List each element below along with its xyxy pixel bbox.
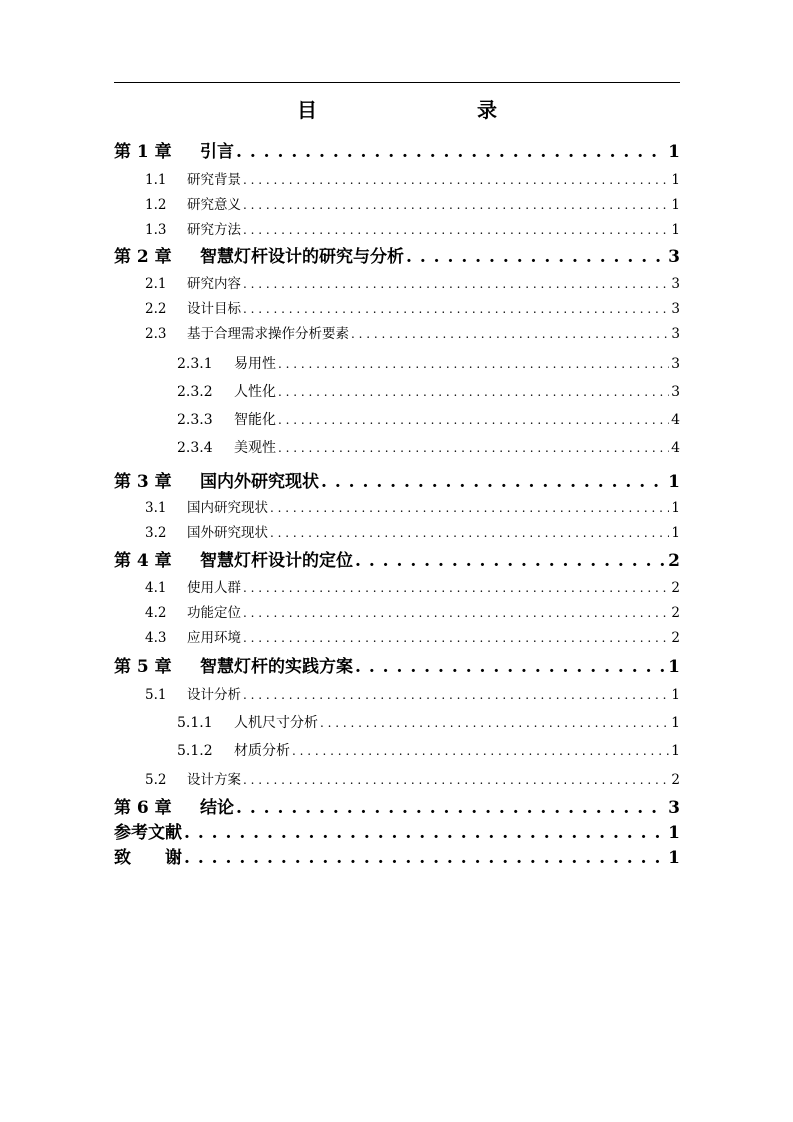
toc-entry-title: 参考文献 [114,823,182,843]
toc-entry-title: 研究内容 [187,276,241,292]
toc-entry-title: 材质分析 [234,743,290,759]
toc-entry[interactable] [114,656,680,678]
toc-entry-title: 致 谢 [114,848,182,868]
toc-entry-title: 国外研究现状 [187,525,268,541]
toc-entry-number: 2.1 [145,276,167,292]
toc-leader-dots [278,439,669,457]
toc-leader-dots [278,383,669,401]
toc-leader-dots [355,656,666,678]
toc-entry-page: 2 [668,551,680,571]
toc-entry[interactable] [177,714,680,732]
toc-leader-dots [321,471,666,493]
toc-entry-title: 人机尺寸分析 [234,715,318,731]
toc-leader-dots [278,355,669,373]
toc-entry-title: 智慧灯杆设计的研究与分析 [200,247,404,267]
toc-entry-title: 引言 [200,142,234,162]
toc-entry[interactable] [114,141,680,163]
toc-entry-page: 1 [671,222,680,238]
toc-entry-number: 4.1 [145,580,167,596]
toc-leader-dots [351,325,669,343]
toc-entry-page: 2 [671,772,680,788]
toc-entry-page: 1 [671,500,680,516]
toc-entry-page: 4 [671,440,680,456]
toc-entry-page: 2 [671,630,680,646]
toc-entry-title: 国内外研究现状 [200,472,319,492]
toc-entry[interactable] [145,196,680,214]
toc-leader-dots [243,196,669,214]
toc-entry[interactable] [145,221,680,239]
toc-entry-page: 3 [668,247,680,267]
toc-entry-title: 人性化 [234,384,276,400]
toc-entry-page: 1 [671,197,680,213]
toc-entry-page: 1 [668,823,680,843]
toc-entry-page: 1 [668,142,680,162]
toc-entry-page: 1 [671,172,680,188]
toc-entry-title: 功能定位 [187,605,241,621]
toc-entry-number: 3.1 [145,500,167,516]
toc-entry-number: 2.3.3 [177,412,213,428]
toc-entry[interactable] [114,471,680,493]
toc-entry[interactable] [145,629,680,647]
toc-entry-number: 5.2 [145,772,167,788]
toc-leader-dots [236,141,666,163]
toc-leader-dots [184,822,666,844]
toc-entry[interactable] [145,686,680,704]
toc-entry[interactable] [114,797,680,819]
toc-entry-page: 1 [668,472,680,492]
toc-entry-page: 3 [671,384,680,400]
toc-entry-page: 3 [668,798,680,818]
toc-leader-dots [243,629,669,647]
toc-entry-title: 易用性 [234,356,276,372]
toc-entry[interactable] [177,439,680,457]
toc-entry[interactable] [145,171,680,189]
toc-entry-number: 1.1 [145,172,167,188]
toc-entry[interactable] [145,275,680,293]
toc-entry-title: 设计目标 [187,301,241,317]
toc-entry-title: 研究意义 [187,197,241,213]
toc-entry-number: 2.3.1 [177,356,213,372]
toc-leader-dots [406,246,666,268]
toc-entry-page: 1 [671,743,680,759]
toc-leader-dots [236,797,666,819]
toc-entry-title: 设计方案 [187,772,241,788]
toc-leader-dots [243,300,669,318]
toc-leader-dots [243,221,669,239]
toc-entry-page: 1 [668,657,680,677]
toc-entry-number: 2.3.4 [177,440,213,456]
toc-entry-page: 1 [671,687,680,703]
toc-entry[interactable] [114,246,680,268]
toc-entry-number: 2.2 [145,301,167,317]
toc-entry-number: 5.1 [145,687,167,703]
toc-entry-title: 研究背景 [187,172,241,188]
toc-entry-title: 基于合理需求操作分析要素 [187,326,349,342]
toc-leader-dots [243,171,669,189]
toc-entry[interactable] [145,771,680,789]
toc-entry-number: 第 2 章 [114,247,172,267]
toc-entry-page: 4 [671,412,680,428]
toc-entry[interactable] [177,355,680,373]
toc-entry-page: 3 [671,326,680,342]
toc-entry-number: 2.3 [145,326,167,342]
toc-leader-dots [270,499,669,517]
toc-entry[interactable] [145,499,680,517]
toc-entry-title: 使用人群 [187,580,241,596]
toc-entry[interactable] [177,383,680,401]
toc-entry[interactable] [114,847,680,869]
toc-entry-number: 第 1 章 [114,142,172,162]
toc-entry-number: 第 5 章 [114,657,172,677]
toc-entry-number: 5.1.2 [177,743,213,759]
toc-entry-number: 1.3 [145,222,167,238]
toc-entry-number: 5.1.1 [177,715,213,731]
toc-entry-title: 应用环境 [187,630,241,646]
toc-entry-title: 结论 [200,798,234,818]
toc-entry-title: 国内研究现状 [187,500,268,516]
toc-leader-dots [243,275,669,293]
toc-entry[interactable] [145,579,680,597]
toc-entry-title: 美观性 [234,440,276,456]
toc-entry-title: 智慧灯杆设计的定位 [200,551,353,571]
toc-entry-page: 3 [671,356,680,372]
toc-entry-title: 智能化 [234,412,276,428]
toc-entry-number: 2.3.2 [177,384,213,400]
toc-leader-dots [355,550,666,572]
toc-leader-dots [243,771,669,789]
toc-entry[interactable] [114,822,680,844]
toc-entry-page: 1 [668,848,680,868]
toc-entry-title: 智慧灯杆的实践方案 [200,657,353,677]
toc-entry[interactable] [114,550,680,572]
toc-entry[interactable] [177,411,680,429]
toc-entry[interactable] [145,604,680,622]
toc-leader-dots [243,604,669,622]
toc-entry-title: 设计分析 [187,687,241,703]
toc-entry-number: 第 6 章 [114,798,172,818]
toc-entry[interactable] [145,300,680,318]
toc-entry-page: 2 [671,580,680,596]
header-rule [114,82,680,83]
toc-entry-title: 研究方法 [187,222,241,238]
toc-leader-dots [292,742,669,760]
toc-entry[interactable] [177,742,680,760]
toc-leader-dots [243,686,669,704]
toc-entry[interactable] [145,325,680,343]
toc-leader-dots [320,714,669,732]
toc-entry-number: 4.3 [145,630,167,646]
toc-entry-number: 3.2 [145,525,167,541]
toc-entry-number: 第 3 章 [114,472,172,492]
toc-entry-page: 1 [671,715,680,731]
toc-entry-number: 4.2 [145,605,167,621]
toc-entry-number: 1.2 [145,197,167,213]
toc-entry-page: 1 [671,525,680,541]
toc-leader-dots [184,847,666,869]
toc-entry-page: 3 [671,301,680,317]
toc-title: 目 录 [297,98,537,122]
toc-entry-page: 3 [671,276,680,292]
toc-entry-number: 第 4 章 [114,551,172,571]
toc-entry-page: 2 [671,605,680,621]
toc-leader-dots [278,411,669,429]
toc-leader-dots [270,524,669,542]
toc-leader-dots [243,579,669,597]
toc-entry[interactable] [145,524,680,542]
